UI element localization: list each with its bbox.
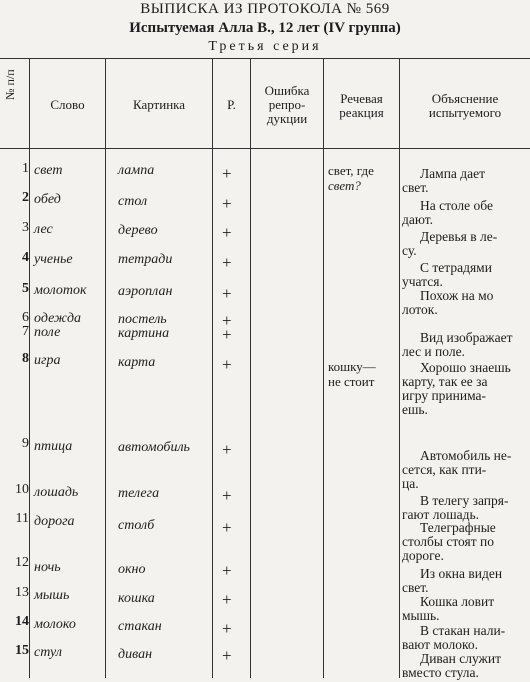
row-picture: кошка xyxy=(118,591,155,606)
header-speech-line: Речевая xyxy=(340,91,383,106)
row-number: 8 xyxy=(22,351,29,366)
explanation-line: Диван служит xyxy=(420,652,501,666)
header-bottom-rule xyxy=(0,148,530,149)
series-line: Третья серия xyxy=(208,39,322,54)
header-explanation xyxy=(400,92,530,120)
row-word: лес xyxy=(34,222,53,237)
row-number: 2 xyxy=(22,190,29,205)
row-r-mark: + xyxy=(222,194,232,213)
row-number: 14 xyxy=(15,614,29,629)
header-word: Слово xyxy=(50,97,85,112)
explanation-line: вместо стула. xyxy=(402,665,479,680)
row-r-mark: + xyxy=(222,440,232,459)
explanation-7 xyxy=(402,331,530,359)
explanation-line: Из окна виден xyxy=(420,567,503,581)
row-picture: лампа xyxy=(118,163,155,178)
row-number: 10 xyxy=(15,482,29,497)
explanation-line: су. xyxy=(402,243,417,258)
row-picture: стол xyxy=(118,194,148,209)
header-explanation-line: испытуемого xyxy=(428,105,502,120)
row-r-mark: + xyxy=(222,311,232,330)
row-word: одежда xyxy=(34,311,82,326)
explanation-1 xyxy=(402,167,530,195)
row-word: ночь xyxy=(34,560,61,575)
row-word: свет xyxy=(34,163,63,178)
explanation-line: сется, как пти- xyxy=(402,462,487,477)
subject-line: Испытуемая Алла В., 12 лет (IV группа) xyxy=(129,20,401,36)
explanation-line: В стакан нали- xyxy=(420,624,506,638)
column-divider xyxy=(323,58,324,678)
explanation-line: С тетрадями xyxy=(420,261,492,275)
row-picture: постель xyxy=(118,312,167,327)
explanation-line: дороге. xyxy=(402,548,444,563)
row-word: молоток xyxy=(34,283,87,298)
explanation-12 xyxy=(402,567,530,595)
row-r-mark: + xyxy=(222,619,232,638)
speech-reaction-8 xyxy=(328,359,376,389)
row-picture: диван xyxy=(118,647,153,662)
explanation-line: свет. xyxy=(402,180,429,195)
explanation-line: Телеграфные xyxy=(420,521,496,535)
row-number: 15 xyxy=(15,643,29,658)
row-number: 1 xyxy=(22,161,29,176)
row-r-mark: + xyxy=(222,223,232,242)
row-picture: окно xyxy=(118,562,146,577)
explanation-11 xyxy=(402,521,530,563)
row-number: 9 xyxy=(22,436,29,451)
speech-line: свет? xyxy=(328,178,361,193)
row-word: ученье xyxy=(34,252,73,267)
explanation-line: Лампа дает xyxy=(420,167,486,181)
header-error xyxy=(251,84,323,126)
explanation-line: карту, так ее за xyxy=(402,374,488,389)
explanation-line: лоток. xyxy=(402,302,438,317)
row-number: 3 xyxy=(22,220,29,235)
explanation-3 xyxy=(402,230,530,258)
row-picture: тетради xyxy=(118,252,173,267)
row-r-mark: + xyxy=(222,325,232,344)
row-word: птица xyxy=(34,439,73,454)
explanation-line: столбы стоят по xyxy=(402,534,495,549)
row-word: стул xyxy=(34,645,62,660)
speech-line: не стоит xyxy=(328,374,375,389)
row-r-mark: + xyxy=(222,284,232,303)
explanation-13 xyxy=(402,595,530,623)
row-word: мышь xyxy=(34,588,70,603)
explanation-4 xyxy=(402,261,530,289)
explanation-line: Похож на мо xyxy=(420,289,494,303)
row-picture: аэроплан xyxy=(118,284,173,299)
explanation-line: Хорошо знаешь xyxy=(420,361,511,375)
column-divider xyxy=(250,58,251,678)
row-word: молоко xyxy=(34,617,76,632)
explanation-14 xyxy=(402,624,530,652)
explanation-line: Кошка ловит xyxy=(420,595,495,609)
column-divider xyxy=(399,58,400,678)
row-word: игра xyxy=(34,353,61,368)
row-r-mark: + xyxy=(222,164,232,183)
row-picture: столб xyxy=(118,518,155,533)
row-r-mark: + xyxy=(222,646,232,665)
explanation-line: свет. xyxy=(402,580,429,595)
row-r-mark: + xyxy=(222,486,232,505)
speech-line: свет, где xyxy=(328,163,374,178)
row-word: дорога xyxy=(34,514,75,529)
explanation-line: игру принима- xyxy=(402,388,487,403)
explanation-line: В телегу запря- xyxy=(420,494,509,508)
explanation-line: ца. xyxy=(402,476,419,491)
explanation-line: вают молоко. xyxy=(402,637,478,652)
speech-reaction-1 xyxy=(328,163,374,193)
header-picture: Картинка xyxy=(132,97,186,112)
explanation-line: На столе обе xyxy=(420,199,493,213)
speech-line: кошку— xyxy=(328,359,376,374)
column-divider xyxy=(29,58,30,678)
row-number: 7 xyxy=(22,324,29,339)
explanation-15 xyxy=(402,652,530,680)
row-word: обед xyxy=(34,192,61,207)
explanation-line: дают. xyxy=(402,212,434,227)
table-top-rule xyxy=(0,58,530,59)
explanation-9 xyxy=(402,449,530,491)
row-number: 5 xyxy=(22,281,29,296)
row-r-mark: + xyxy=(222,355,232,374)
row-number: 4 xyxy=(22,250,29,265)
row-picture: телега xyxy=(118,486,160,501)
row-word: лошадь xyxy=(34,485,79,500)
explanation-line: учатся. xyxy=(402,274,443,289)
header-explanation-line: Объяснение xyxy=(431,91,499,106)
header-num: № п/п xyxy=(3,69,17,100)
explanation-5 xyxy=(402,289,530,317)
row-number: 6 xyxy=(22,310,29,325)
explanation-line: ешь. xyxy=(402,402,428,417)
row-r-mark: + xyxy=(222,590,232,609)
row-number: 11 xyxy=(15,511,29,526)
row-number: 13 xyxy=(15,585,29,600)
header-error-line: репро- xyxy=(268,97,306,112)
header-error-line: Ошибка xyxy=(264,83,310,98)
row-r-mark: + xyxy=(222,518,232,537)
header-speech xyxy=(324,92,399,120)
explanation-line: Деревья в ле- xyxy=(420,230,498,244)
row-r-mark: + xyxy=(222,253,232,272)
header-r: Р. xyxy=(227,97,236,112)
header-error-line: дукции xyxy=(266,111,308,126)
explanation-2 xyxy=(402,199,530,227)
explanation-line: лес и поле. xyxy=(402,344,465,359)
explanation-10 xyxy=(402,494,530,522)
row-picture: дерево xyxy=(118,223,158,238)
document-title: ВЫПИСКА ИЗ ПРОТОКОЛА № 569 xyxy=(140,1,390,17)
row-r-mark: + xyxy=(222,561,232,580)
header-speech-line: реакция xyxy=(339,105,384,120)
explanation-line: Вид изображает xyxy=(420,331,513,345)
explanation-line: гают лошадь. xyxy=(402,507,479,522)
row-word: поле xyxy=(34,325,61,340)
explanation-line: Автомобиль не- xyxy=(420,449,512,463)
row-picture: автомобиль xyxy=(118,440,190,455)
row-picture: карта xyxy=(118,355,156,370)
row-picture: картина xyxy=(118,326,170,341)
column-divider xyxy=(212,58,213,678)
explanation-line: мышь. xyxy=(402,608,440,623)
column-divider xyxy=(105,58,106,678)
explanation-8 xyxy=(402,361,530,417)
row-number: 12 xyxy=(15,555,29,570)
row-picture: стакан xyxy=(118,619,162,634)
